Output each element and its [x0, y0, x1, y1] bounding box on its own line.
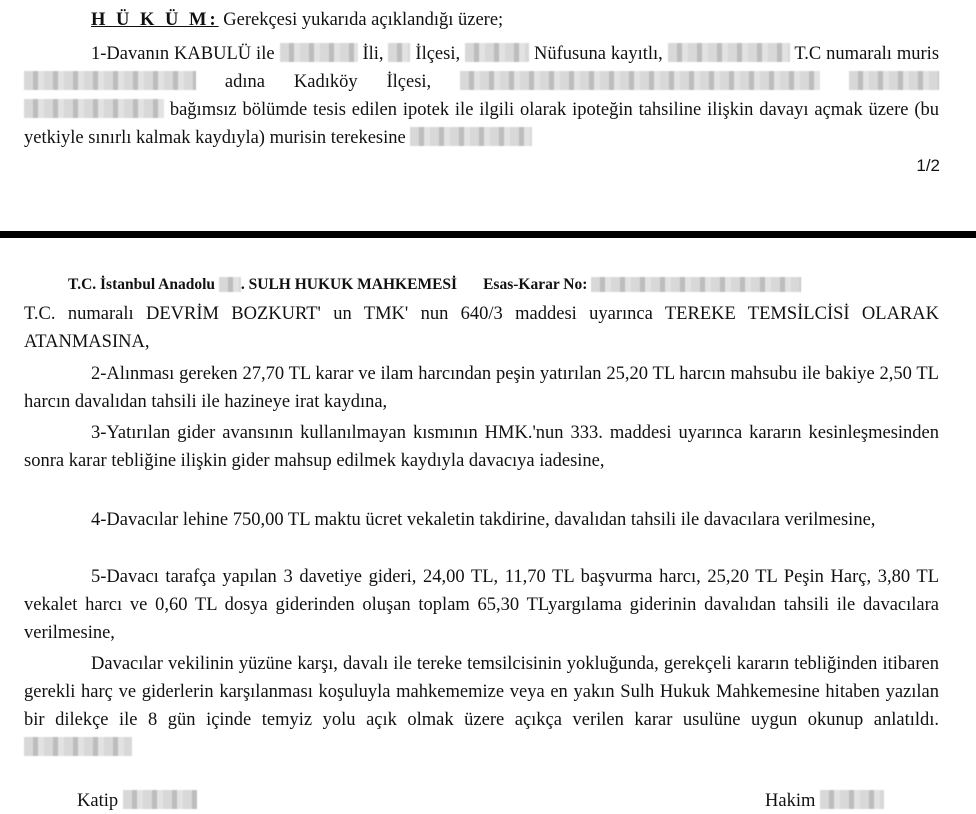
court-name: T.C. İstanbul Anadolu	[68, 276, 219, 293]
tereke-temsilcisi-paragraph: T.C. numaralı DEVRİM BOZKURT' un TMK' nun 640/3 maddesi uyarınca TEREKE TEMSİLCİSİ OLARAK ATANMASINA,	[24, 304, 939, 352]
redacted-court-number	[219, 277, 241, 292]
redacted-id-number	[668, 43, 790, 62]
redacted-hakim-name	[820, 790, 884, 809]
closing-text: Davacılar vekilinin yüzüne karşı, davalı ile tereke temsilcisinin yokluğunda, gerekçeli kararın tebliğinden itibaren gerekli harç ve giderlerin karşılanması koşuluyla mahkememize veya en yakın Sulh Hukuk Mahkemesine hitaben yazılan bir dilekçe ile 8 gün içinde temyiz yolu açık olmak üzere açıkça verilen karar usulüne uygun okunup anlatıldı.	[24, 654, 939, 730]
redacted-case-number	[591, 277, 801, 292]
redacted-city	[280, 43, 358, 62]
court-header	[68, 276, 801, 294]
redacted-address-2	[849, 71, 939, 90]
hukum-text: Gerekçesi yukarıda açıklandığı üzere;	[218, 10, 504, 30]
ruling-item-1	[24, 40, 939, 152]
item1-text-g: bağımsız bölümde tesis edilen ipotek ile ilgili olarak ipoteğin tahsiline ilişkin davayı açmak üzere (bu yetkiyle sınırlı kalmak kaydıyla) murisin terekesine	[24, 100, 939, 148]
item1-text-d: Nüfusuna kayıtlı,	[529, 44, 668, 64]
ruling-item-3: 3-Yatırılan gider avansının kullanılmayan kısmının HMK.'nun 333. maddesi uyarınca kararın kesinleşmesinden sonra karar tebliğine ilişkin gider mahsup edilmek kaydıyla davacıya iadesine,	[24, 423, 939, 471]
hakim-label: Hakim	[765, 791, 820, 811]
redacted-katip-name	[123, 790, 197, 809]
redacted-estate-name	[410, 127, 532, 146]
redacted-district	[388, 43, 410, 62]
redacted-date	[24, 737, 132, 756]
item1-text-a: 1-Davanın KABULÜ ile	[91, 44, 280, 64]
item1-text-c: İlçesi,	[410, 44, 466, 64]
item1-text-b: İli,	[357, 44, 389, 64]
redacted-address-1	[460, 71, 820, 90]
katip-label: Katip	[77, 791, 123, 811]
item1-text-f: adına Kadıköy İlçesi,	[196, 72, 461, 92]
katip-signature	[77, 790, 197, 812]
page-divider	[0, 231, 976, 238]
ruling-item-4: 4-Davacılar lehine 750,00 TL maktu ücret vekaletin takdirine, davalıdan tahsili ile davacılara verilmesine,	[91, 510, 876, 530]
ruling-item-5: 5-Davacı tarafça yapılan 3 davetiye gideri, 24,00 TL, 11,70 TL başvurma harcı, 25,20 TL Peşin Harç, 3,80 TL vekalet harcı ve 0,60 TL dosya giderinden oluşan toplam 65,30 TLyargılama giderinin davalıdan tahsili ile davacılara verilmesine,	[24, 567, 939, 643]
page-number: 1/2	[916, 156, 940, 175]
hukum-label: H Ü K Ü M:	[91, 10, 219, 30]
court-name-suffix: . SULH HUKUK MAHKEMESİ	[240, 276, 458, 293]
ruling-item-2: 2-Alınması gereken 27,70 TL karar ve ilam harcından peşin yatırılan 25,20 TL harcın mahsubu ile bakiye 2,50 TL harcın davalıdan tahsili ile hazineye irat kaydına,	[24, 364, 939, 412]
case-number-label: Esas-Karar No:	[483, 276, 592, 293]
redacted-registry	[465, 43, 529, 62]
hakim-signature	[765, 790, 884, 812]
redacted-address-3	[24, 99, 164, 118]
item1-text-e: T.C numaralı muris	[789, 44, 940, 64]
closing-paragraph	[24, 650, 939, 762]
hukum-heading	[24, 6, 939, 34]
redacted-decedent-name	[24, 71, 196, 90]
